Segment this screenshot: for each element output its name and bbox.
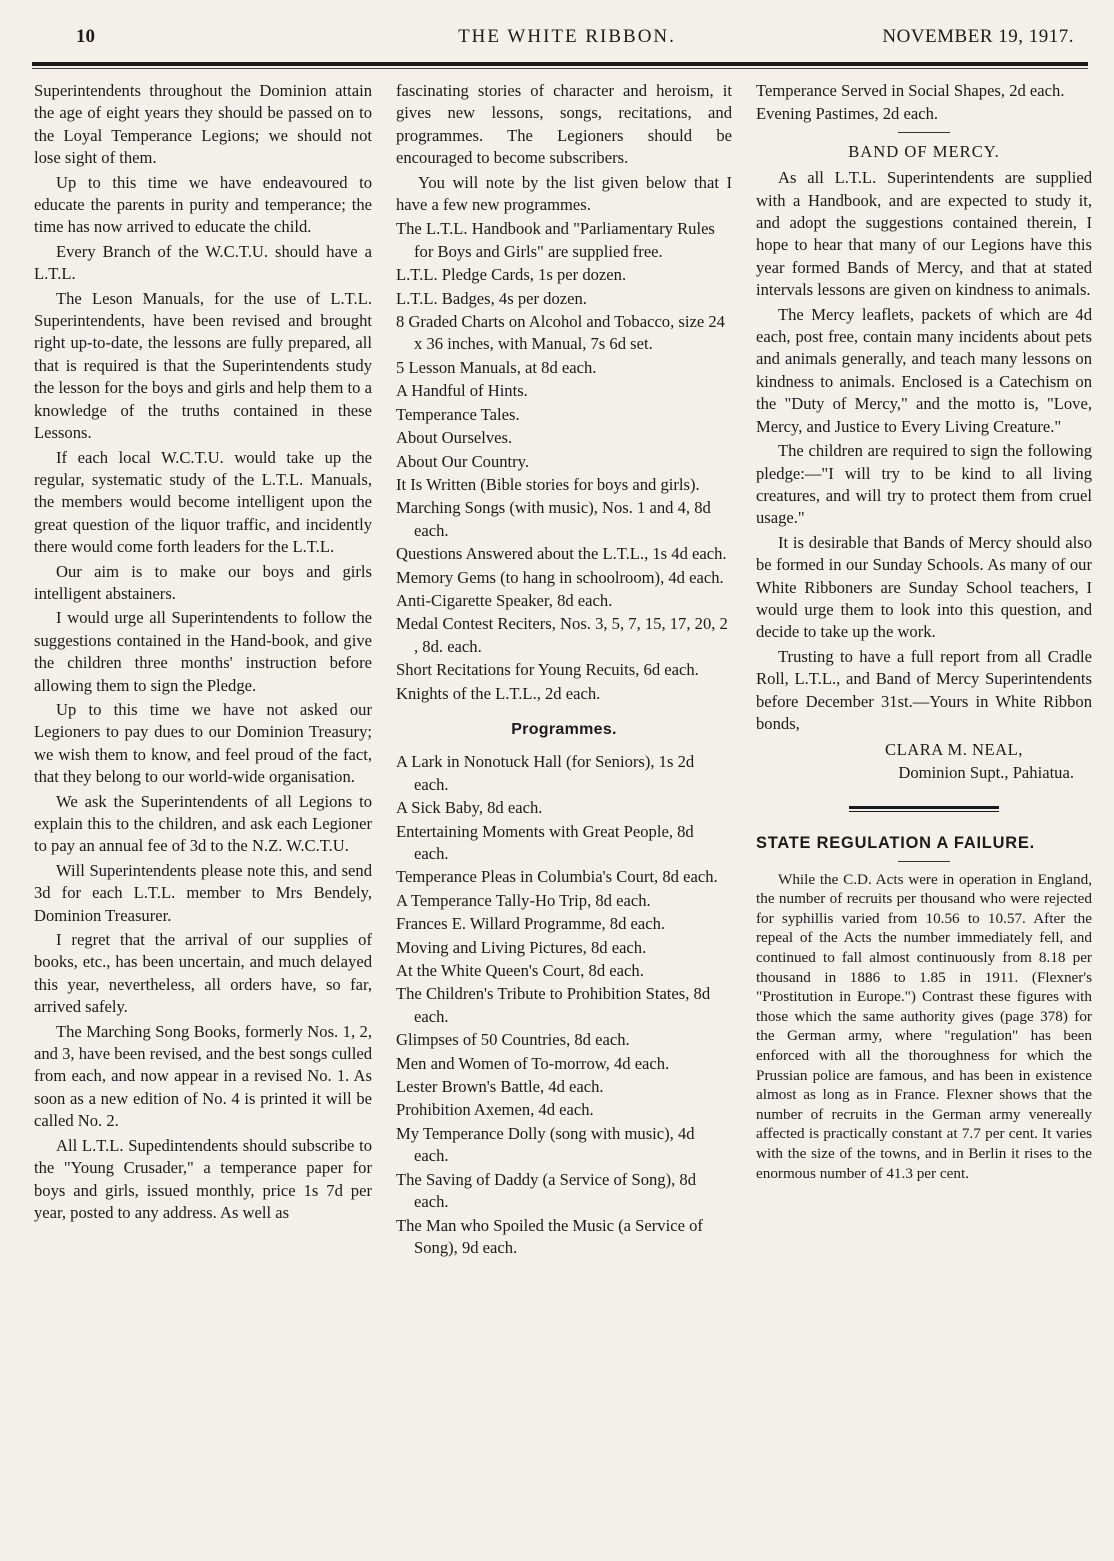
- list-item: It Is Written (Bible stories for boys and girls).: [396, 474, 700, 494]
- paragraph: As all L.T.L. Superintendents are supplied with a Handbook, and are expected to study it, and adopt the suggestions contained therein, I hope to hear that many of our Legions have this year formed Bands of Mercy, and that at stated intervals lessons are given on kindness to animals.: [756, 168, 1092, 300]
- list-item: L.T.L. Badges, 4s per dozen.: [396, 288, 587, 308]
- issue-date: NOVEMBER 19, 1917.: [882, 26, 1074, 47]
- paragraph: While the C.D. Acts were in operation in England, the number of recruits per thousand who were rejected for syphillis varied from 10.56 to 10.57. After the repeal of the Acts the number immediately fell, and continued to fall almost continuously from 8.18 per thousand in 1886 to 1.85 in 1911. (Flexner's "Prostitution in Europe.") Contrast these figures with those which the same authority gives (page 378) for the German army, where "regulation" has been enforced with all the thoroughness for which the Prussian police are famous, and has been in existence almost as long as in France. Flexner shows that the number of recruits in the German army venereally affected is practically constant at 7.7 per cent. It varies with the size of the towns, and in Berlin it rises to the enormous number of 41.3 per cent.: [756, 870, 1092, 1182]
- paragraph: The Mercy leaflets, packets of which are 4d each, post free, contain many incidents about pets and animals generally, and teach many lessons on kindness to animals. Enclosed is a Catechism on the "Duty of Mercy," and the motto is, "Love, Mercy, and Justice to Every Living Creature.": [756, 304, 1092, 436]
- paragraph: The Marching Song Books, formerly Nos. 1, 2, and 3, have been revised, and the best songs culled from each, and now appear in a revised No. 1. As soon as a new edition of No. 4 is printed it will be called No. 2.: [34, 1021, 372, 1131]
- programmes-heading: Programmes.: [511, 720, 617, 738]
- signature-title: Dominion Supt., Pahiatua.: [898, 762, 1074, 782]
- list-item: 8 Graded Charts on Alcohol and Tobacco, size 24 x 36 inches, with Manual, 7s 6d set.: [396, 312, 725, 354]
- header-rule: [32, 62, 1088, 69]
- column-2: [396, 80, 732, 1260]
- list-item: Short Recitations for Young Recuits, 6d each.: [396, 660, 699, 680]
- article-title: STATE REGULATION A FAILURE.: [756, 834, 1035, 853]
- list-item: Temperance Pleas in Columbia's Court, 8d each.: [396, 867, 718, 887]
- list-item: Frances E. Willard Programme, 8d each.: [396, 914, 666, 934]
- article-body: [756, 870, 1092, 1184]
- signature-name: CLARA M. NEAL,: [885, 740, 1023, 760]
- page-number: 10: [76, 26, 95, 47]
- list-item: Men and Women of To-morrow, 4d each.: [396, 1053, 670, 1073]
- list-item: 5 Lesson Manuals, at 8d each.: [396, 357, 597, 377]
- list-item: A Lark in Nonotuck Hall (for Seniors), 1s 2d each.: [396, 752, 695, 794]
- list-item: Prohibition Axemen, 4d each.: [396, 1100, 594, 1120]
- list-item: A Temperance Tally-Ho Trip, 8d each.: [396, 890, 651, 910]
- paragraph: You will note by the list given below that I have a few new programmes.: [396, 172, 732, 215]
- paragraph: Every Branch of the W.C.T.U. should have a L.T.L.: [34, 241, 372, 284]
- list-item: Knights of the L.T.L., 2d each.: [396, 683, 601, 703]
- list-item: Temperance Tales.: [396, 404, 520, 424]
- paragraph: It is desirable that Bands of Mercy should also be formed in our Sunday Schools. As many of our White Ribboners are Sunday School teachers, I would urge them to look into this question, and decide to take up the work.: [756, 532, 1092, 642]
- list-item: Glimpses of 50 Countries, 8d each.: [396, 1030, 630, 1050]
- list-item: The Saving of Daddy (a Service of Song), 8d each.: [396, 1169, 697, 1212]
- list-item: Evening Pastimes, 2d each.: [756, 104, 939, 124]
- list-item: The L.T.L. Handbook and "Parliamentary Rules for Boys and Girls" are supplied free.: [396, 219, 715, 261]
- publication-title: THE WHITE RIBBON.: [458, 26, 676, 47]
- list-item: A Sick Baby, 8d each.: [396, 798, 543, 818]
- paragraph: Our aim is to make our boys and girls intelligent abstainers.: [34, 561, 372, 603]
- list-item: A Handful of Hints.: [396, 381, 528, 401]
- list-item: At the White Queen's Court, 8d each.: [396, 961, 644, 981]
- list-item: My Temperance Dolly (song with music), 4d each.: [396, 1123, 695, 1166]
- paragraph: Superintendents throughout the Dominion attain the age of eight years they should be passed on to the Loyal Temperance Legions; we should not lose sight of them.: [34, 81, 372, 168]
- list-item: L.T.L. Pledge Cards, 1s per dozen.: [396, 265, 627, 285]
- list-item: Moving and Living Pictures, 8d each.: [396, 937, 647, 957]
- list-item: Marching Songs (with music), Nos. 1 and 4, 8d each.: [396, 498, 711, 540]
- list-item: Memory Gems (to hang in schoolroom), 4d each.: [396, 567, 724, 587]
- list-item: About Ourselves.: [396, 428, 513, 448]
- supplies-list: [396, 218, 732, 705]
- paragraph: Up to this time we have endeavoured to educate the parents in purity and temperance; the time has now arrived to educate the child.: [34, 172, 372, 237]
- title-divider: [898, 861, 950, 862]
- paragraph: Trusting to have a full report from all Cradle Roll, L.T.L., and Band of Mercy Superintendents before December 31st.—Yours in White Ribbon bonds,: [756, 646, 1092, 733]
- list-item: About Our Country.: [396, 451, 530, 471]
- column-3: [756, 80, 1092, 1185]
- paragraph: Up to this time we have not asked our Legioners to pay dues to our Dominion Treasury; we wish them to know, and feel proud of the fact, that they belong to our world-wide organisation.: [34, 699, 372, 787]
- section-divider: [898, 132, 950, 133]
- paragraph: If each local W.C.T.U. would take up the regular, systematic study of the L.T.L. Manuals, the members would become intelligent upon the great question of the liquor traffic, and incidently there would come forth leaders for the L.T.L.: [34, 447, 372, 557]
- article-divider: [849, 806, 999, 812]
- paragraph: Will Superintendents please note this, and send 3d for each L.T.L. member to Mrs Bendely, Dominion Treasurer.: [34, 860, 372, 925]
- paragraph: The children are required to sign the following pledge:—"I will try to be kind to all living creatures, and will try to protect them from cruel usage.": [756, 441, 1092, 528]
- band-of-mercy-heading: BAND OF MERCY.: [848, 141, 1000, 161]
- paragraph: I would urge all Superintendents to follow the suggestions contained in the Hand-book, and give the children three months' instruction before allowing them to sign the Pledge.: [34, 608, 372, 695]
- programmes-list: [396, 751, 732, 1259]
- column-1: [34, 80, 372, 1226]
- paragraph: fascinating stories of character and heroism, it gives new lessons, songs, recitations, and programmes. The Legioners should be encouraged to become subscribers.: [396, 81, 732, 168]
- paragraph: All L.T.L. Supedintendents should subscribe to the "Young Crusader," a temperance paper for boys and girls, issued monthly, price 1s 7d per year, posted to any address. As well as: [34, 1135, 372, 1222]
- list-item: The Man who Spoiled the Music (a Service of Song), 9d each.: [396, 1215, 703, 1257]
- list-item: Temperance Served in Social Shapes, 2d each.: [756, 81, 1065, 100]
- page-header: [60, 26, 1074, 54]
- list-item: Medal Contest Reciters, Nos. 3, 5, 7, 15, 17, 20, 2 , 8d. each.: [396, 614, 728, 656]
- list-item: Anti-Cigarette Speaker, 8d each.: [396, 590, 613, 610]
- paragraph: The Leson Manuals, for the use of L.T.L. Superintendents, have been revised and brought right up-to-date, the lessons are fully prepared, all that is required is that the Superintendents study the lesson for the boys and girls and help them to a knowledge of the truths contained in these Lessons.: [34, 288, 372, 443]
- paragraph: I regret that the arrival of our supplies of books, etc., has been uncertain, and much delayed this year, nevertheless, all orders have, so far, arrived safely.: [34, 930, 372, 1017]
- list-item: Questions Answered about the L.T.L., 1s 4d each.: [396, 544, 727, 564]
- paragraph: We ask the Superintendents of all Legions to explain this to the children, and ask each Legioner to pay an annual fee of 3d to the N.Z. W.C.T.U.: [34, 791, 372, 856]
- list-item: The Children's Tribute to Prohibition States, 8d each.: [396, 984, 711, 1026]
- list-item: Lester Brown's Battle, 4d each.: [396, 1077, 604, 1097]
- list-item: Entertaining Moments with Great People, 8d each.: [396, 821, 694, 863]
